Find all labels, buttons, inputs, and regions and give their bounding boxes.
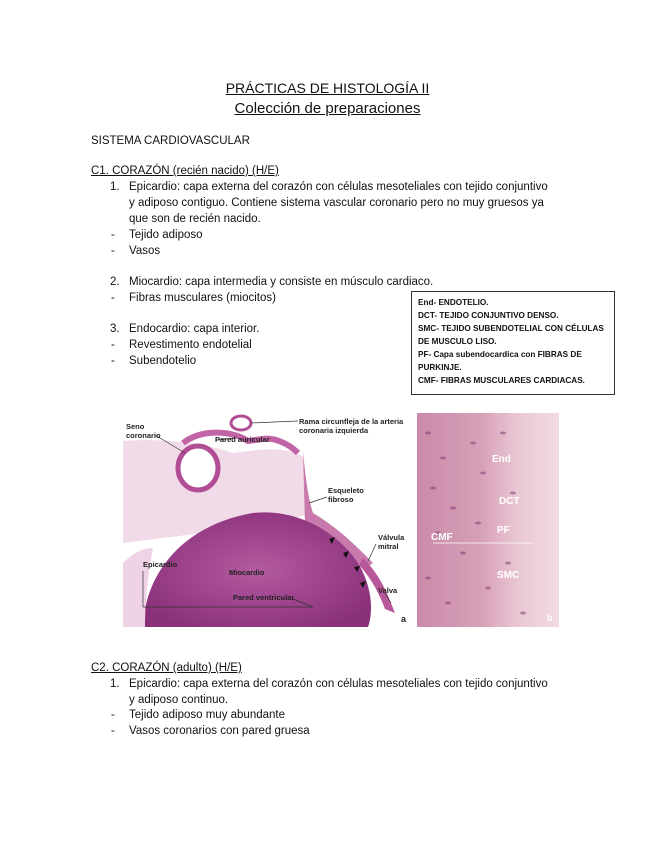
label-pared-ventricular: Pared ventricular — [233, 593, 295, 602]
label-pf: PF — [497, 525, 510, 536]
c1-dash-3: - — [111, 292, 115, 304]
label-pared-auricular: Pared auricular — [215, 435, 270, 444]
legend-end: End- ENDOTELIO. — [418, 298, 489, 307]
label-end: End — [492, 454, 511, 465]
c1-dash-4: - — [111, 339, 115, 351]
c1-item-3-text: Endocardio: capa interior. — [129, 323, 260, 335]
c1-item-1-line-3: que son de recién nacido. — [129, 213, 261, 225]
panel-b-bg — [417, 413, 559, 627]
page-title: PRÁCTICAS DE HISTOLOGÍA II — [225, 80, 430, 96]
label-rama-circunfleja: Rama circunfleja de la arteria coronaria izquierda — [299, 417, 404, 435]
artery-shape — [231, 416, 251, 430]
label-esqueleto-fibroso: Esqueleto fibroso — [328, 486, 364, 504]
c2-item-1-line-1: Epicardio: capa externa del corazón con células mesoteliales con tejido conjuntivo — [129, 678, 548, 690]
legend-cmf: CMF- FIBRAS MUSCULARES CARDIACAS. — [418, 376, 585, 385]
histology-figure — [123, 413, 559, 627]
c2-heading: C2. CORAZÓN (adulto) (H/E) — [91, 662, 242, 674]
section-heading: SISTEMA CARDIOVASCULAR — [91, 135, 250, 147]
c1-item-1-line-1: Epicardio: capa externa del corazón con células mesoteliales con tejido conjuntivo — [129, 181, 548, 193]
legend-box — [411, 291, 615, 395]
c2-item-1-line-2: y adiposo continuo. — [129, 694, 229, 706]
c1-item-1-line-2: y adiposo contiguo. Contiene sistema vascular coronario pero no muy gruesos ya — [129, 197, 544, 209]
label-panel-b: b — [547, 613, 553, 623]
c1-dash-2: - — [111, 245, 115, 257]
label-panel-a: a — [401, 614, 407, 624]
c1-dash-5: - — [111, 355, 115, 367]
histology-figure-svg — [123, 413, 559, 627]
c2-dash-1: - — [111, 709, 115, 721]
c1-sub-revestimento: Revestimento endotelial — [129, 339, 252, 351]
c1-item-2-num: 2. — [110, 276, 120, 288]
c2-sub-vasos: Vasos coronarios con pared gruesa — [129, 725, 310, 737]
c1-sub-subendotelio: Subendotelio — [129, 355, 197, 367]
page-subtitle: Colección de preparaciones — [234, 100, 421, 117]
c2-sub-tejido-adiposo: Tejido adiposo muy abundante — [129, 709, 286, 721]
c1-sub-tejido-adiposo: Tejido adiposo — [129, 229, 203, 241]
c1-sub-vasos: Vasos — [129, 245, 161, 257]
c2-dash-2: - — [111, 725, 115, 737]
legend-pf: PF- Capa subendocardica con FIBRAS DE PURKINJE. — [418, 350, 582, 372]
label-epicardio: Epicardio — [143, 560, 178, 569]
c1-heading: C1. CORAZÓN (recién nacido) (H/E) — [91, 165, 279, 177]
label-valvula-mitral: Válvula mitral — [378, 533, 405, 551]
label-valva: Valva — [378, 586, 398, 595]
label-miocardio: Miocardio — [229, 568, 265, 577]
c1-item-1-num: 1. — [110, 181, 120, 193]
c1-item-3-num: 3. — [110, 323, 120, 335]
c1-dash-1: - — [111, 229, 115, 241]
label-smc: SMC — [497, 570, 520, 581]
legend-smc: SMC- TEJIDO SUBENDOTELIAL CON CÉLULAS DE MUSCULO LISO. — [418, 324, 604, 346]
legend-dct: DCT- TEJIDO CONJUNTIVO DENSO. — [418, 311, 559, 320]
c1-sub-fibras: Fibras musculares (miocitos) — [129, 292, 276, 304]
label-dct: DCT — [499, 496, 520, 507]
c2-item-1-num: 1. — [110, 678, 120, 690]
c1-item-2-text: Miocardio: capa intermedia y consiste en músculo cardiaco. — [129, 276, 434, 288]
label-cmf: CMF — [431, 532, 453, 543]
label-seno-coronario: Seno coronario — [126, 422, 161, 440]
